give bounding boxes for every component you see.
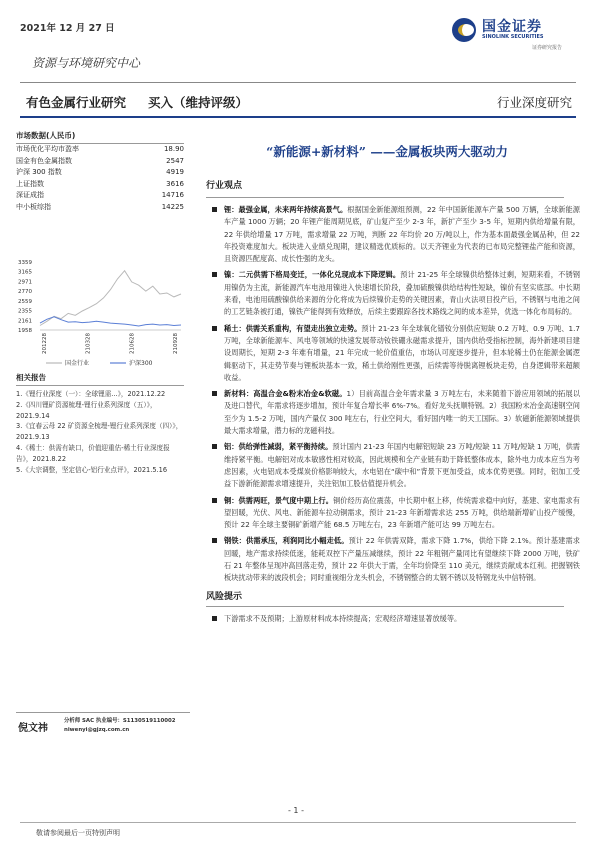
brand-logo-icon	[452, 18, 476, 42]
related-reports-title: 相关报告	[16, 372, 184, 386]
analyst-email[interactable]: niwenyi@gjzq.com.cn	[64, 727, 130, 733]
market-row-label: 市场优化平均市盈率	[16, 145, 79, 153]
series-line	[40, 271, 181, 326]
view-lead: 稀土：供需关系重构，有望走出独立走势。	[224, 323, 362, 333]
market-row-value: 14225	[161, 202, 184, 211]
market-data-title: 市场数据(人民币)	[16, 130, 184, 144]
risk-text-item	[206, 613, 580, 625]
view-paragraph	[206, 535, 580, 584]
related-report-link[interactable]: 2.《四川锂矿资源梳理-锂行业系列深度（五）》，2021.9.14	[16, 400, 157, 420]
analyst-cert: 分析师 SAC 执业编号：S1130519110002	[64, 718, 176, 724]
x-tick-label: 210928	[173, 333, 179, 354]
view-body: 预计 21-23 年全球氧化镨钕分别供应短缺 0.2 万吨、0.9 万吨、1.7 万吨，全球新能源车、风电等领域的快速发展带动钕铁硼永磁需求提升，国内供给受指标控制，海外新建项目建设周期长，短期 2-3 年难有增量，21 年完成一轮价值重估，市场认可度逐步提升，但本轮稀土仍在能源金属逻辑驱动下，其走势节奏与锂板块基本一致，稀土供给刚性更强，后续需等待脱离锂板块走势，自身逻辑带来超额收益。	[224, 323, 580, 382]
page-number: - 1 -	[288, 806, 304, 815]
risk-divider	[206, 606, 564, 607]
bullet-icon	[212, 444, 217, 449]
report-line	[26, 93, 270, 111]
sidebar	[16, 130, 190, 474]
market-data-table	[16, 144, 190, 214]
headline: “新能源+新材料” ——金属板块两大驱动力	[266, 144, 508, 159]
market-row-value: 2547	[166, 156, 184, 165]
report-date: 2021年 12 月 27 日	[20, 23, 115, 34]
market-row-label: 深证成指	[16, 191, 44, 200]
view-lead: 新材料：高温合金&粉末冶金&软磁。	[224, 389, 347, 399]
bullet-icon	[212, 391, 217, 396]
view-lead: 钢铁：供需承压，利润同比小幅走低。	[224, 536, 349, 546]
view-body: 根据国金新能源组预测，22 年中国新能源车产量 500 万辆，全球新能源车产量 1000 万辆；20 年锂产能周期见底，矿山复产至少 2-3 年，新扩产至少 3-5 年，短期内供给增量有限，22 年供给增量 17 万吨，需求增量 22 万吨，判断 22 年均价 20 万/吨以上，作为基本面最强金属品种，但 22 年投资难度加大。板块进入业绩兑现期，建议精选优质标的。以天齐锂业为代表的已布局完整锂盐产能和资源，且资源匹配度高、成长性强的龙头。	[224, 205, 580, 264]
main-content	[206, 142, 581, 629]
view-lead: 铝：供给弹性减弱，紧平衡持续。	[224, 442, 333, 452]
y-tick-label: 3359	[18, 260, 32, 266]
market-row-value: 14716	[161, 191, 184, 200]
view-lead: 铜：供需两旺，景气度中期上行。	[224, 495, 333, 505]
view-paragraph	[206, 204, 580, 265]
view-paragraph	[206, 441, 580, 490]
index-chart	[16, 258, 186, 368]
market-row	[16, 167, 184, 179]
legend-label: 国金行业	[65, 360, 90, 367]
market-row-label: 国金有色金属指数	[16, 156, 72, 165]
market-row-label: 上证指数	[16, 179, 44, 188]
market-row-value: 18.90	[163, 145, 184, 153]
bullet-icon	[212, 616, 217, 621]
x-tick-label: 201228	[42, 333, 48, 354]
view-body: 铜价经历高位震荡，中长期中枢上移，传统需求稳中向好，基建、家电需求有望回暖，光伏、风电、新能源车拉动铜需求，预计 21-23 年新增需求达 255 万吨，供给端新增矿山投产缓慢，预计 22 年全球主要铜矿新增产能 68.5 万吨左右，23 年新增产能可达 99 万吨左右。	[224, 495, 580, 530]
footer-disclaimer: 敬请参阅最后一页特别声明	[36, 829, 120, 837]
view-body: 预计 21-25 年全球镍供给整体过剩，短期来看，不锈钢用镍仍为主流，新能源汽车电池用镍进入快速增长阶段，叠加硫酸镍供给结构性短缺，镍价有坚实底部。中长期来看，电池用硫酸镍供给来源的分化将成为后续镍价走势的关键因素，青山火法项目投产后，不锈钢与电池之间的工艺链条被打通，镍铁产能得到有效释放，后续主要跟踪各技术路线之间的成本差异，优选一体化布局标的。	[224, 270, 580, 317]
analyst-info	[64, 717, 176, 735]
view-paragraph	[206, 495, 580, 532]
brand-subtitle: 证券研究报告	[532, 45, 563, 51]
y-tick-label: 1958	[18, 328, 32, 334]
view-body: 预计国内 21-23 年国内电解铝短缺 23 万吨/短缺 11 万吨/短缺 1 万吨，供需维持紧平衡。电解铝对成本敏感性相对较高，因此规模和全产业链有助于降低整体成本，除外电力成本应当为考虑因素，火电铝成本受煤炭价格影响较大，水电铝在“碳中和”背景下更加受益，成本优势更强。同时，铝加工受益下游新能源需求增速提升，关注铝加工股估值提升机会。	[224, 442, 580, 489]
index-chart-svg	[16, 258, 186, 368]
brand-logo	[452, 14, 582, 56]
x-tick-label: 210328	[85, 333, 92, 354]
market-row-label: 沪深 300 指数	[16, 168, 62, 177]
header-divider	[20, 82, 576, 83]
report-type: 行业深度研究	[496, 95, 572, 110]
related-report-link[interactable]: 3.《宜春云母 22 矿资源全梳理-锂行业系列深度（四）》，2021.9.13	[16, 422, 183, 442]
view-paragraph	[206, 269, 580, 318]
view-paragraph	[206, 323, 580, 384]
legend-label: 沪深300	[129, 360, 153, 367]
view-body: 预计 22 年供需双降，需求下降 1.7%，供给下降 2.1%。预计基建需求回暖，地产需求持续低迷，能耗双控下产量压减继续，预计 22 年粗钢产量同比有望继续下降 2000 万吨，铁矿石 21 年整体呈现冲高回落走势，预计 22 年供大于需，全年均价降至 110 美元，继续贡献成本红利。把握钢铁板块扰动带来的波段机会；同时重视细分龙头机会，不锈钢整合的太钢不锈以及特钢龙头中信特钢。	[224, 536, 580, 583]
related-reports-list	[16, 389, 184, 475]
analyst-name: 倪文祎	[18, 723, 48, 734]
industry-label: 有色金属行业研究	[26, 95, 127, 110]
related-reports	[16, 372, 184, 475]
y-tick-label: 2559	[18, 298, 32, 305]
views-title: 行业观点	[206, 181, 243, 191]
footer-divider	[20, 822, 576, 823]
view-lead: 锂：最强金属，未来两年持续高景气。	[224, 205, 348, 214]
market-row	[16, 156, 184, 168]
view-body: 1）目前高温合金年需求量 3 万吨左右，未来随着下游应用领域的拓展以及进口替代，年需求将逐步增加，预计年复合增长率 6%-7%。看好龙头抚顺特钢。2）我国粉末冶金高速钢空间至少为 1.5-2 万吨，国内产量仅 300 吨左右，行业空间大，看好国内唯一的天工国际。3）软磁新能源领域提供最大需求增量，潜力标的龙磁科技。	[224, 389, 581, 436]
market-row	[16, 202, 184, 214]
market-row	[16, 179, 184, 191]
bullet-icon	[212, 326, 217, 331]
market-row	[16, 190, 184, 202]
risk-text: 下游需求不及预期；上游原材料成本持续提高；宏观经济增速显著放缓等。	[224, 613, 462, 623]
y-tick-label: 2971	[18, 279, 32, 286]
market-row	[16, 144, 184, 156]
market-row-value: 4919	[166, 168, 184, 177]
risk-title: 风险提示	[206, 591, 243, 602]
bullet-icon	[212, 538, 217, 543]
y-tick-label: 2355	[18, 308, 32, 315]
views-divider	[206, 197, 564, 198]
y-tick-label: 2770	[18, 289, 32, 296]
bullet-icon	[212, 498, 217, 503]
market-row-value: 3616	[166, 179, 184, 188]
y-tick-label: 3165	[18, 269, 32, 276]
brand-name-cn: 国金证券	[482, 19, 542, 35]
y-tick-label: 2161	[18, 318, 32, 325]
research-center: 资源与环境研究中心	[32, 56, 141, 70]
related-report-link[interactable]: 1.《锂行业深度（一）：全球锂需...》，2021.12.22	[16, 390, 166, 398]
view-paragraph	[206, 388, 580, 437]
brand-name-en: SINOLINK SECURITIES	[482, 34, 544, 40]
header-divider-blue	[20, 116, 576, 118]
views-list	[206, 204, 581, 585]
view-lead: 镍：二元供需下格局变迁，一体化兑现成本下降逻辑。	[224, 270, 401, 280]
bullet-icon	[212, 207, 217, 212]
bullet-icon	[212, 272, 217, 277]
market-row-label: 中小板综指	[16, 202, 51, 211]
related-report-link[interactable]: 4.《稀土：供需有缺口，价值迎重估-稀土行业深度报告》，2021.8.22	[16, 443, 170, 463]
rating-label: 买入（维持评级）	[148, 95, 249, 110]
analyst-block	[16, 712, 190, 734]
related-report-link[interactable]: 5.《大宗调整，坚定信心-铝行业点评》，2021.5.16	[16, 465, 168, 474]
x-tick-label: 210628	[129, 333, 136, 354]
